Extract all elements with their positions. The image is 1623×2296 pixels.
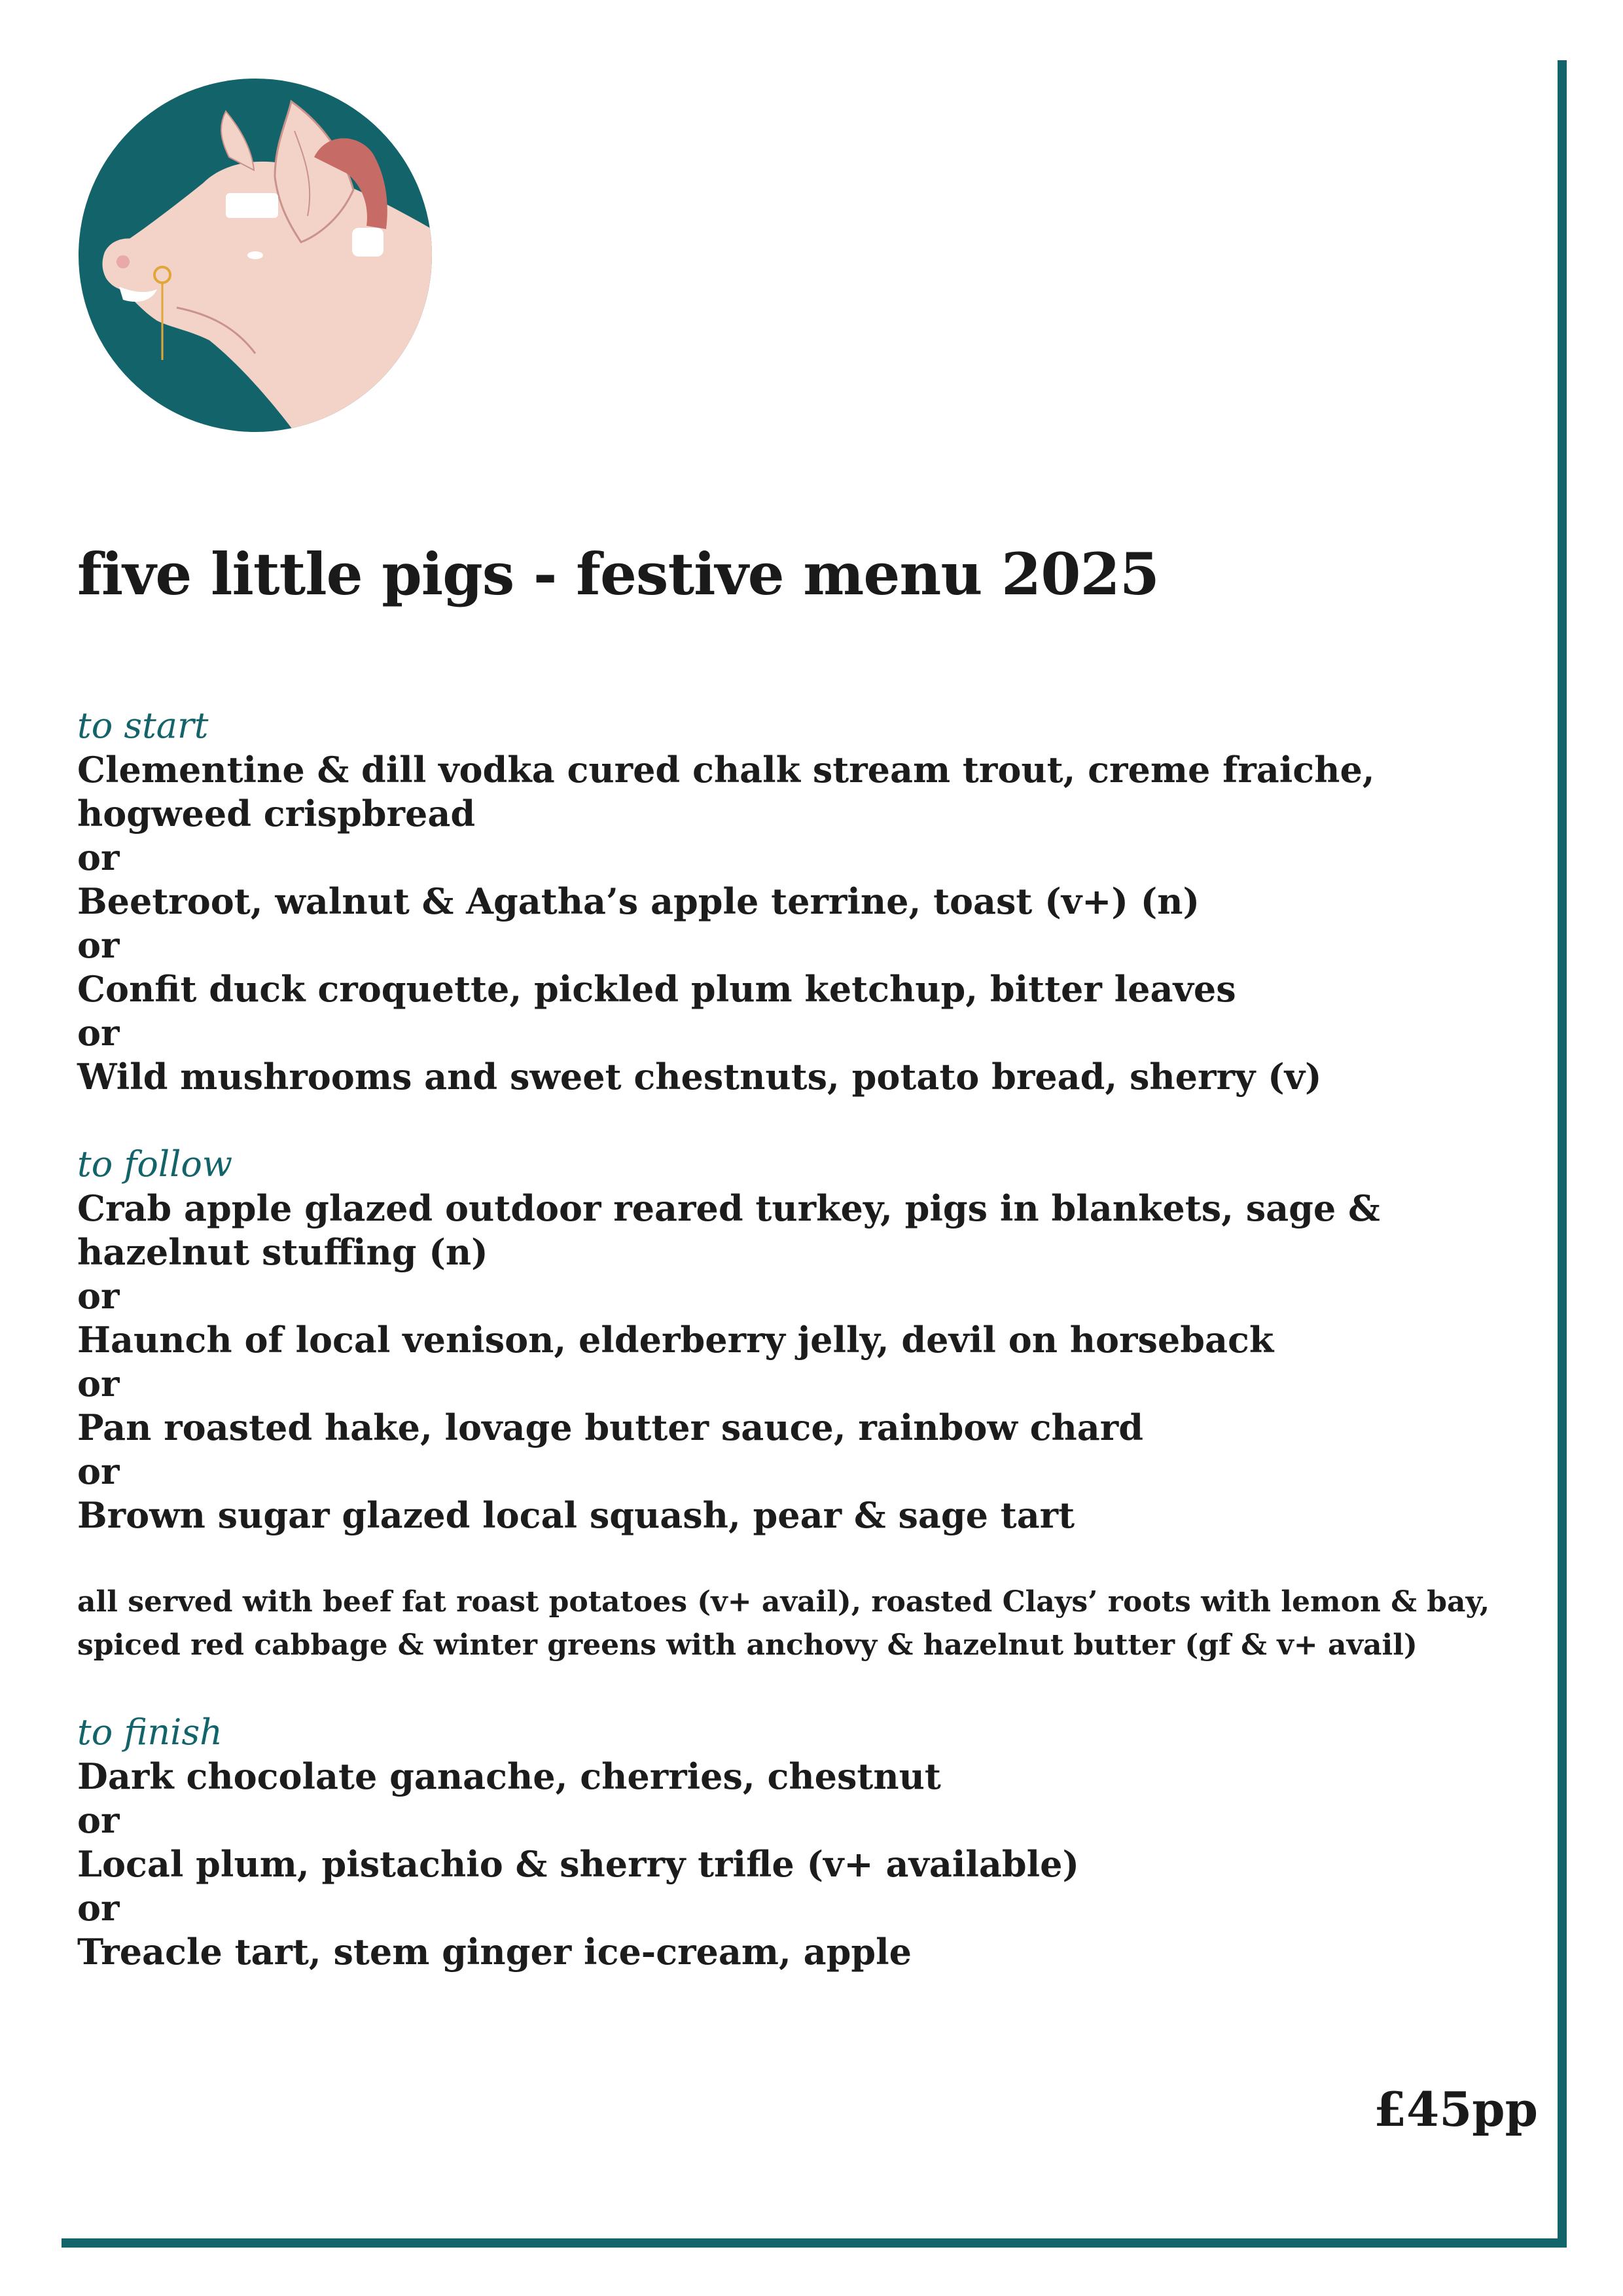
frame-bottom-border [62,2238,1567,2248]
or-separator: or [77,1887,120,1929]
menu-item: Brown sugar glazed local squash, pear & sage tart [77,1494,1075,1536]
pig-with-santa-hat-and-monocle-icon [79,79,432,432]
desserts-section [77,1710,1543,1974]
or-separator: or [77,1450,120,1492]
menu-item: Dark chocolate ganache, cherries, chestnut [77,1755,941,1797]
starters-heading: to start [77,705,209,746]
frame-right-border [1558,60,1567,2248]
mains-section [77,1142,1543,1537]
price-per-person: £45pp [1374,2081,1538,2137]
or-separator: or [77,1275,120,1317]
desserts-heading: to finish [77,1712,223,1753]
or-separator: or [77,1799,120,1841]
mains-heading: to follow [77,1143,233,1185]
or-separator: or [77,1363,120,1405]
or-separator: or [77,924,120,966]
sides-note: all served with beef fat roast potatoes (v+ avail), roasted Clays’ roots with lemon & bay, spiced red cabbage & winter greens with anchovy & hazelnut butter (gf & v+ avail) [77,1585,1490,1662]
pig-logo [79,79,432,432]
or-separator: or [77,836,120,878]
menu-item: Pan roasted hake, lovage butter sauce, rainbow chard [77,1407,1143,1448]
menu-item: Clementine & dill vodka cured chalk stream trout, creme fraiche, hogweed crispbread [77,749,1375,834]
page-title: five little pigs - festive menu 2025 [77,540,1159,608]
starters-section [77,704,1543,1099]
menu-body [77,704,1543,1974]
menu-item: Wild mushrooms and sweet chestnuts, potato bread, sherry (v) [77,1056,1322,1098]
menu-item: Local plum, pistachio & sherry trifle (v+ available) [77,1843,1080,1885]
menu-item: Crab apple glazed outdoor reared turkey, pigs in blankets, sage & hazelnut stuffing (n) [77,1187,1380,1273]
menu-item: Haunch of local venison, elderberry jelly, devil on horseback [77,1319,1274,1361]
menu-item: Confit duck croquette, pickled plum ketchup, bitter leaves [77,968,1236,1010]
menu-item: Treacle tart, stem ginger ice-cream, apple [77,1931,912,1973]
menu-item: Beetroot, walnut & Agatha’s apple terrine, toast (v+) (n) [77,880,1200,922]
or-separator: or [77,1012,120,1054]
